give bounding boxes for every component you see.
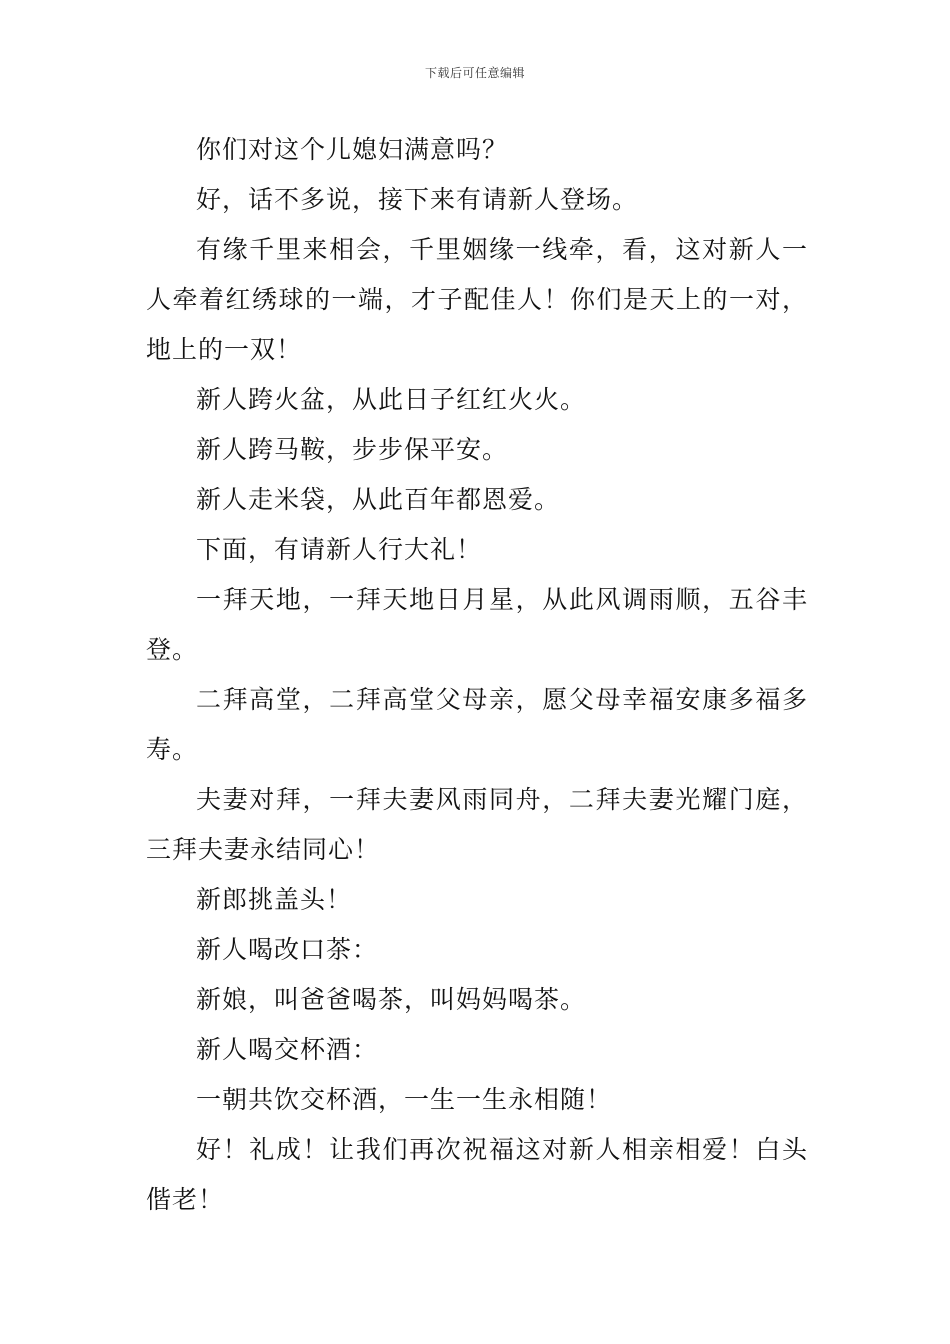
paragraph: 新娘，叫爸爸喝茶，叫妈妈喝茶。 — [196, 985, 587, 1014]
header-note: 下载后可任意编辑 — [424, 66, 525, 80]
paragraph: 一拜天地，一拜天地日月星，从此风调雨顺，五谷丰登。 — [146, 585, 808, 664]
paragraph: 新郎挑盖头！ — [196, 885, 353, 914]
paragraph: 一朝共饮交杯酒，一生一生永相随！ — [196, 1085, 613, 1114]
paragraph: 好！礼成！让我们再次祝福这对新人相亲相爱！白头偕老！ — [146, 1135, 808, 1214]
paragraph: 新人走米袋，从此百年都恩爱。 — [196, 485, 561, 514]
paragraph: 新人喝交杯酒： — [196, 1035, 379, 1064]
paragraph: 你们对这个儿媳妇满意吗？ — [196, 135, 509, 164]
paragraph: 新人跨马鞍，步步保平安。 — [196, 435, 509, 464]
paragraph: 二拜高堂，二拜高堂父母亲，愿父母幸福安康多福多寿。 — [146, 685, 808, 764]
paragraph: 新人喝改口茶： — [196, 935, 379, 964]
paragraph: 夫妻对拜，一拜夫妻风雨同舟，二拜夫妻光耀门庭，三拜夫妻永结同心！ — [146, 785, 808, 864]
document-body — [146, 125, 808, 1225]
paragraph: 下面，有请新人行大礼！ — [196, 535, 483, 564]
paragraph: 有缘千里来相会，千里姻缘一线牵，看，这对新人一人牵着红绣球的一端，才子配佳人！你们是天上的一对，地上的一双！ — [146, 235, 808, 364]
paragraph: 新人跨火盆，从此日子红红火火。 — [196, 385, 587, 414]
paragraph: 好，话不多说，接下来有请新人登场。 — [196, 185, 639, 214]
